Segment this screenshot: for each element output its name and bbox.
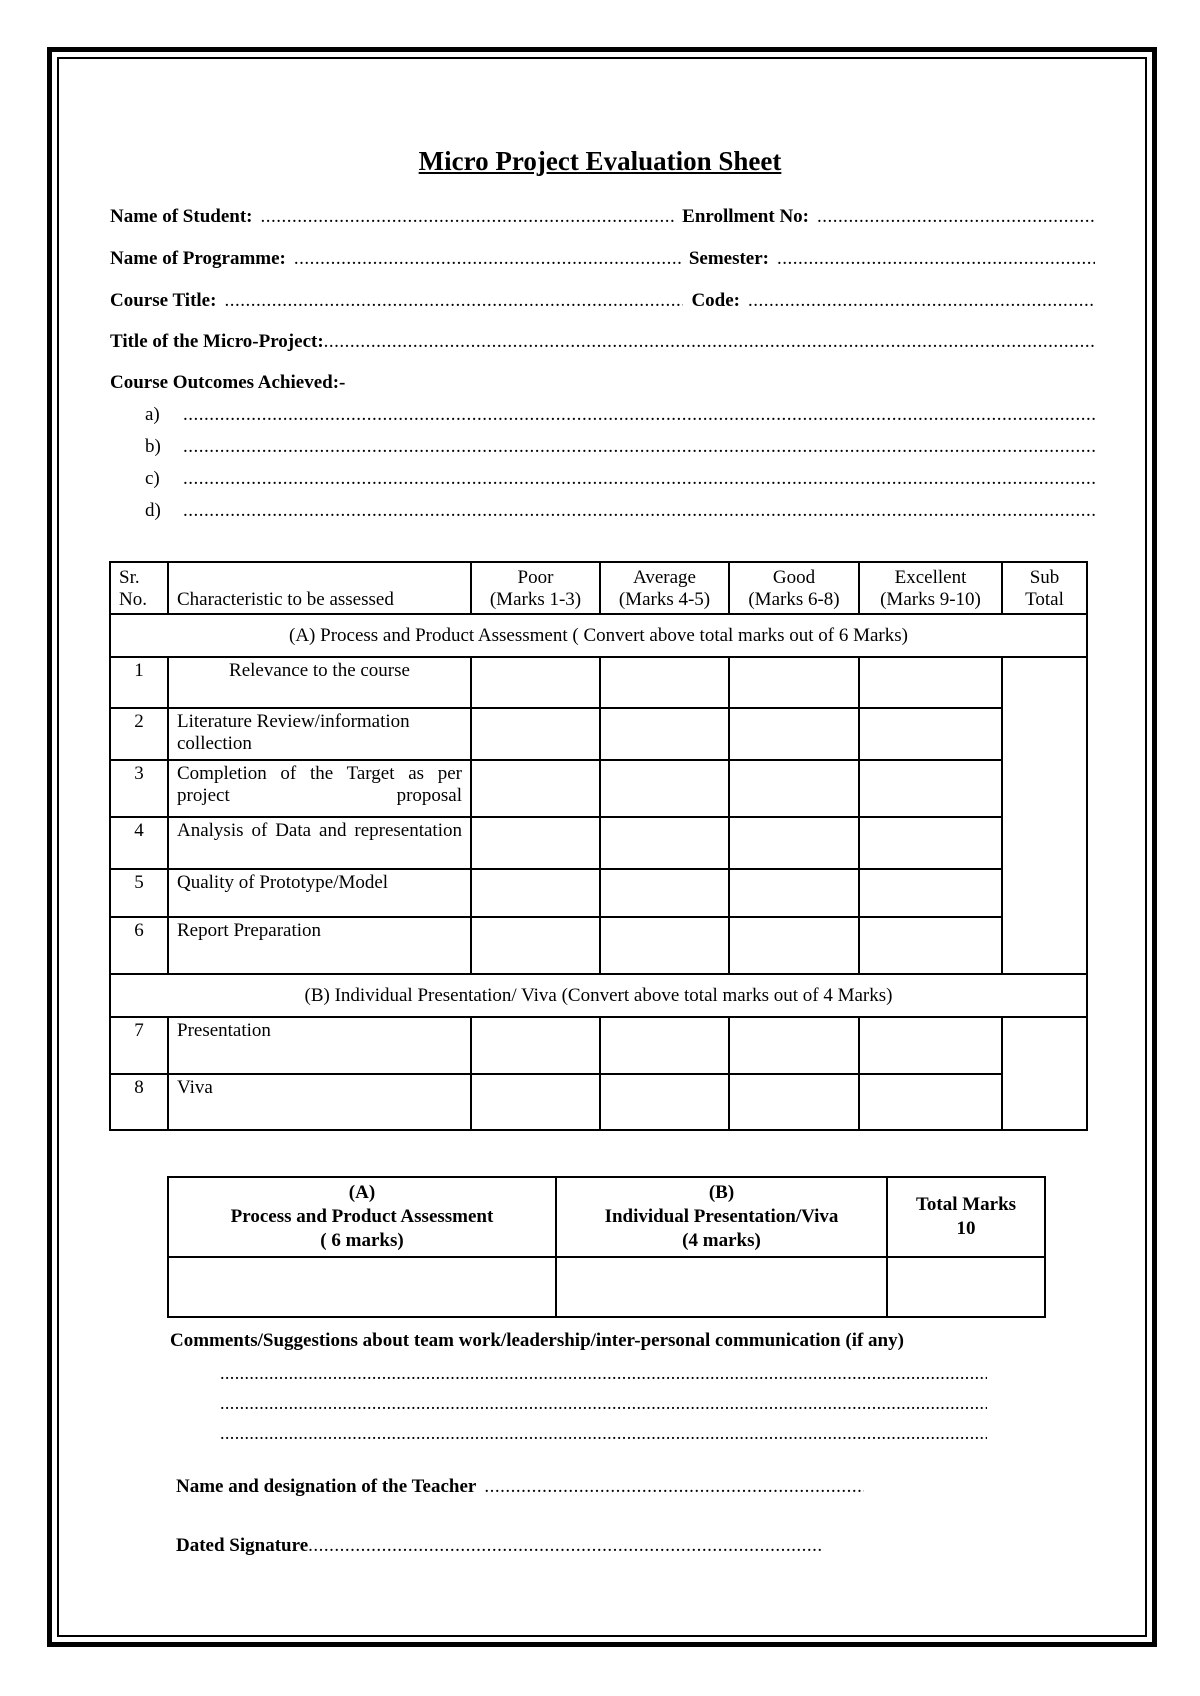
comments-line[interactable]: [220, 1423, 987, 1447]
signature-blank[interactable]: [308, 1535, 824, 1557]
total-marks-cell[interactable]: [887, 1257, 1045, 1317]
table-row: [110, 817, 1087, 869]
sub-total-b-cell[interactable]: [1002, 1017, 1087, 1130]
row-number: 5: [110, 869, 168, 917]
section-a-row: [110, 614, 1087, 657]
row-number: 1: [110, 657, 168, 708]
poor-cell[interactable]: [471, 657, 600, 708]
table-row: [110, 917, 1087, 974]
row-characteristic: Report Preparation: [168, 917, 471, 974]
course-title-label: Course Title:: [110, 290, 217, 311]
poor-cell[interactable]: [471, 708, 600, 760]
signature-row: [176, 1535, 824, 1557]
excellent-cell[interactable]: [859, 1017, 1002, 1074]
outcome-blank[interactable]: [183, 468, 1095, 490]
poor-cell[interactable]: [471, 817, 600, 869]
sub-total-a-cell[interactable]: [1002, 657, 1087, 974]
field-row-micro-project: [110, 331, 1095, 353]
good-cell[interactable]: [729, 917, 859, 974]
teacher-row: [176, 1476, 864, 1498]
row-number: 6: [110, 917, 168, 974]
average-cell[interactable]: [600, 1017, 729, 1074]
row-characteristic: Literature Review/information collection: [168, 708, 471, 760]
poor-cell[interactable]: [471, 1017, 600, 1074]
average-cell[interactable]: [600, 917, 729, 974]
average-cell[interactable]: [600, 760, 729, 817]
teacher-label: Name and designation of the Teacher: [176, 1476, 477, 1497]
signature-label: Dated Signature: [176, 1535, 309, 1556]
characteristic-header: Characteristic to be assessed: [168, 562, 471, 614]
micro-project-title-label: Title of the Micro-Project:: [110, 331, 324, 352]
enrollment-no-blank[interactable]: [817, 206, 1095, 228]
course-outcome-row: [145, 404, 1095, 426]
excellent-cell[interactable]: [859, 657, 1002, 708]
good-cell[interactable]: [729, 1017, 859, 1074]
field-row-course: [110, 290, 1095, 312]
sr-no-header: Sr. No.: [110, 562, 168, 614]
excellent-cell[interactable]: [859, 708, 1002, 760]
good-cell[interactable]: [729, 657, 859, 708]
section-b-heading: (B) Individual Presentation/ Viva (Convert above total marks out of 4 Marks): [110, 974, 1087, 1017]
excellent-header: Excellent (Marks 9-10): [859, 562, 1002, 614]
outcome-blank[interactable]: [183, 500, 1095, 522]
field-row-student: [110, 206, 1095, 228]
table-row: [110, 869, 1087, 917]
total-marks-header: Total Marks 10: [887, 1177, 1045, 1257]
field-row-programme: [110, 248, 1095, 270]
row-number: 8: [110, 1074, 168, 1130]
row-characteristic: Presentation: [168, 1017, 471, 1074]
poor-cell[interactable]: [471, 1074, 600, 1130]
row-number: 4: [110, 817, 168, 869]
course-outcome-row: [145, 468, 1095, 490]
average-cell[interactable]: [600, 869, 729, 917]
comments-line[interactable]: [220, 1363, 987, 1387]
name-of-student-blank[interactable]: [261, 206, 675, 228]
outcome-blank[interactable]: [183, 404, 1095, 426]
enrollment-no-label: Enrollment No:: [682, 206, 809, 227]
semester-blank[interactable]: [777, 248, 1095, 270]
row-characteristic: Analysis of Data and representation: [168, 817, 471, 869]
poor-header: Poor (Marks 1-3): [471, 562, 600, 614]
poor-cell[interactable]: [471, 917, 600, 974]
row-number: 3: [110, 760, 168, 817]
row-characteristic: Completion of the Target as per project proposal: [168, 760, 471, 817]
excellent-cell[interactable]: [859, 760, 1002, 817]
outcome-letter: d): [145, 500, 161, 521]
table-row: [110, 760, 1087, 817]
sub-total-header: Sub Total: [1002, 562, 1087, 614]
good-header: Good (Marks 6-8): [729, 562, 859, 614]
excellent-cell[interactable]: [859, 817, 1002, 869]
summary-b-cell[interactable]: [556, 1257, 887, 1317]
name-of-programme-label: Name of Programme:: [110, 248, 286, 269]
outcome-letter: b): [145, 436, 161, 457]
summary-header-row: [168, 1177, 1045, 1257]
table-row: [110, 1074, 1087, 1130]
table-row: [110, 708, 1087, 760]
teacher-blank[interactable]: [484, 1476, 864, 1498]
evaluation-table: [109, 561, 1088, 1131]
row-characteristic: Relevance to the course: [168, 657, 471, 708]
good-cell[interactable]: [729, 817, 859, 869]
outcome-letter: c): [145, 468, 160, 489]
section-a-heading: (A) Process and Product Assessment ( Convert above total marks out of 6 Marks): [110, 614, 1087, 657]
page-title: Micro Project Evaluation Sheet: [418, 146, 782, 176]
average-cell[interactable]: [600, 708, 729, 760]
average-header: Average (Marks 4-5): [600, 562, 729, 614]
row-number: 7: [110, 1017, 168, 1074]
row-characteristic: Viva: [168, 1074, 471, 1130]
excellent-cell[interactable]: [859, 917, 1002, 974]
average-cell[interactable]: [600, 657, 729, 708]
good-cell[interactable]: [729, 760, 859, 817]
good-cell[interactable]: [729, 869, 859, 917]
course-outcome-row: [145, 500, 1095, 522]
table-header-row: [110, 562, 1087, 614]
micro-project-title-blank[interactable]: [324, 331, 1095, 353]
name-of-programme-blank[interactable]: [294, 248, 681, 270]
comments-line[interactable]: [220, 1393, 987, 1417]
summary-a-header: (A) Process and Product Assessment ( 6 marks): [168, 1177, 556, 1257]
table-row: [110, 657, 1087, 708]
row-characteristic: Quality of Prototype/Model: [168, 869, 471, 917]
course-outcomes-heading: Course Outcomes Achieved:-: [110, 372, 346, 393]
average-cell[interactable]: [600, 1074, 729, 1130]
poor-cell[interactable]: [471, 760, 600, 817]
comments-label: Comments/Suggestions about team work/leadership/inter-personal communication (if any): [170, 1330, 904, 1351]
table-row: [110, 1017, 1087, 1074]
good-cell[interactable]: [729, 1074, 859, 1130]
excellent-cell[interactable]: [859, 869, 1002, 917]
outcome-blank[interactable]: [183, 436, 1095, 458]
summary-table: [167, 1176, 1046, 1318]
row-number: 2: [110, 708, 168, 760]
summary-b-header: (B) Individual Presentation/Viva (4 marks): [556, 1177, 887, 1257]
course-outcome-row: [145, 436, 1095, 458]
outcome-letter: a): [145, 404, 160, 425]
section-b-row: [110, 974, 1087, 1017]
excellent-cell[interactable]: [859, 1074, 1002, 1130]
summary-value-row: [168, 1257, 1045, 1317]
code-label: Code:: [691, 290, 740, 311]
course-title-blank[interactable]: [224, 290, 683, 312]
code-blank[interactable]: [748, 290, 1095, 312]
poor-cell[interactable]: [471, 869, 600, 917]
summary-a-cell[interactable]: [168, 1257, 556, 1317]
average-cell[interactable]: [600, 817, 729, 869]
semester-label: Semester:: [688, 248, 769, 269]
good-cell[interactable]: [729, 708, 859, 760]
name-of-student-label: Name of Student:: [110, 206, 253, 227]
